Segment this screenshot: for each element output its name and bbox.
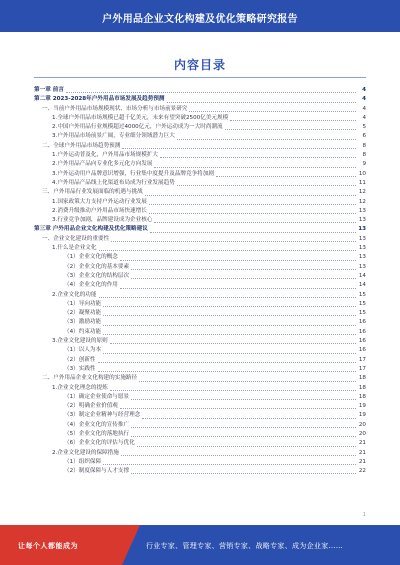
toc-entry[interactable]	[34, 430, 366, 439]
toc-entry[interactable]	[34, 114, 366, 123]
toc-entry[interactable]	[34, 374, 366, 383]
toc-entry-page: 4	[362, 114, 366, 121]
toc-entry[interactable]	[34, 458, 366, 467]
toc-entry[interactable]	[34, 337, 366, 346]
toc-entry[interactable]	[34, 272, 366, 281]
toc-entry[interactable]	[34, 86, 366, 95]
toc-entry-page: 14	[358, 282, 366, 289]
toc-entry-title: （1）组织保障	[64, 458, 102, 465]
toc-dot-leader	[103, 315, 356, 316]
toc-entry-title: （1）导向功能	[64, 300, 102, 307]
toc-entry-page: 4	[362, 105, 366, 112]
toc-entry-page: 14	[358, 272, 366, 279]
toc-entry-page: 20	[358, 430, 366, 437]
toc-entry-title: 3.户外运动用户品牌意识增强，行业集中度提升及品牌竞争将加剧	[52, 170, 214, 177]
toc-entry-page: 16	[358, 338, 366, 345]
toc-entry-title: 3.户外用品市场前景广阔，专业细分领域潜力巨大	[52, 133, 175, 140]
toc-entry-title: 第一章 前言	[34, 87, 64, 93]
toc-entry-page: 17	[358, 365, 366, 372]
toc-entry[interactable]	[34, 328, 366, 337]
toc-heading: 内容目录	[173, 58, 226, 72]
toc-entry-page: 13	[358, 254, 366, 261]
toc-entry-title: 2.户外用品产品向专业化多元化方向发展	[52, 161, 153, 168]
toc-dot-leader	[149, 204, 356, 205]
toc-entry[interactable]	[34, 235, 366, 244]
toc-entry-page: 19	[358, 412, 366, 419]
toc-entry[interactable]	[34, 281, 366, 290]
toc-entry[interactable]	[34, 198, 366, 207]
toc-entry[interactable]	[34, 244, 366, 253]
toc-dot-leader	[103, 353, 356, 354]
toc-entry-title: 1.什么是企业文化	[52, 245, 97, 252]
toc-entry-page: 10	[358, 170, 366, 177]
toc-entry-page: 17	[358, 356, 366, 363]
toc-entry[interactable]	[34, 132, 366, 141]
toc-dot-leader	[131, 436, 356, 437]
toc-entry[interactable]	[34, 318, 366, 327]
toc-dot-leader	[189, 111, 356, 112]
report-title: 户外用品企业文化构建及优化策略研究报告	[102, 14, 298, 25]
toc-entry[interactable]	[34, 123, 366, 132]
toc-entry-title: 第三章 户外用品企业文化构建及优化策略建议	[34, 226, 148, 233]
toc-dot-leader	[120, 260, 356, 261]
toc-dot-leader	[103, 306, 356, 307]
toc-dot-leader	[131, 399, 356, 400]
toc-dot-leader	[110, 343, 356, 344]
toc-entry[interactable]	[34, 142, 366, 151]
toc-dot-leader	[154, 167, 356, 168]
toc-entry-title: （2）明确企业价值观	[64, 403, 118, 410]
toc-entry-page: 12	[358, 198, 366, 205]
toc-entry-page: 13	[358, 217, 366, 224]
toc-entry-page: 16	[358, 347, 366, 354]
toc-dot-leader	[177, 139, 356, 140]
toc-entry[interactable]	[34, 393, 366, 402]
toc-dot-leader	[111, 241, 356, 242]
toc-dot-leader	[139, 381, 356, 382]
toc-entry[interactable]	[34, 179, 366, 188]
toc-entry[interactable]	[34, 449, 366, 458]
toc-entry[interactable]	[34, 346, 366, 355]
toc-dot-leader	[121, 455, 356, 456]
toc-entry-page: 8	[362, 152, 366, 159]
toc-dot-leader	[131, 473, 356, 474]
toc-entry-page: 15	[358, 310, 366, 317]
toc-dot-leader	[137, 446, 356, 447]
toc-entry-page: 13	[358, 235, 366, 242]
toc-entry-page: 13	[358, 245, 366, 252]
toc-entry-title: （1）以人为本	[64, 347, 102, 354]
toc-entry-title: （4）企业文化的作用	[64, 282, 118, 289]
toc-entry-page: 6	[362, 133, 366, 140]
toc-entry[interactable]	[34, 309, 366, 318]
toc-entry-title: 2.消费升级推动户外用品市场快速增长	[52, 207, 147, 214]
toc-dot-leader	[149, 213, 356, 214]
toc-dot-leader	[99, 250, 357, 251]
toc-dot-leader	[103, 325, 356, 326]
report-header-bar	[0, 0, 400, 32]
toc-entry[interactable]	[34, 356, 366, 365]
toc-dot-leader	[103, 464, 356, 465]
toc-entry-page: 12	[358, 189, 366, 196]
footer-slogan: 让每个人都能成为	[18, 542, 78, 550]
toc-entry-page: 16	[358, 319, 366, 326]
toc-entry-page: 18	[358, 375, 366, 382]
toc-entry-title: 3.企业文化建设的原则	[52, 338, 108, 345]
toc-entry-page: 18	[358, 384, 366, 391]
toc-entry-title: 第二章 2023-2028年户外用品市场发展及趋势预测	[34, 96, 165, 103]
toc-entry-page: 11	[358, 179, 366, 186]
toc-entry-page: 8	[362, 142, 366, 149]
toc-entry-title: 一、当前户外用品市场规模现状、市场分析与市场前景研究	[42, 105, 188, 112]
toc-dot-leader	[99, 297, 357, 298]
toc-entry-title: 二、户外用品企业文化构建的实施路径	[42, 375, 138, 382]
toc-entry-page: 9	[362, 161, 366, 168]
toc-entry-title: 2.企业文化建设的保障措施	[52, 449, 119, 456]
toc-entry-page: 22	[358, 468, 366, 475]
toc-entry-page: 21	[358, 440, 366, 447]
toc-dot-leader	[120, 288, 356, 289]
toc-entry-title: 二、全球户外用品市场趋势预测	[42, 142, 121, 149]
toc-entry[interactable]	[34, 402, 366, 411]
toc-entry-title: （1）企业文化的概念	[64, 254, 118, 261]
toc-heading-divider	[34, 77, 366, 78]
toc-entry-title: （5）企业文化的落地执行	[64, 430, 130, 437]
toc-entry-page: 21	[358, 458, 366, 465]
toc-entry-page: 19	[358, 403, 366, 410]
toc-entry[interactable]	[34, 225, 366, 234]
toc-entry[interactable]	[34, 263, 366, 272]
toc-entry-title: 2.企业文化的功能	[52, 291, 97, 298]
toc-entry[interactable]	[34, 151, 366, 160]
toc-dot-leader	[131, 269, 356, 270]
toc-entry-title: 一、企业文化建设的重要性	[42, 235, 110, 242]
footer-tagline: 行业专家、管理专家、营销专家、战略专家、成为企业家……	[146, 542, 344, 550]
toc-entry-page: 16	[358, 328, 366, 335]
toc-entry-title: 2.中国户外用品行业规模超过4000亿元，户外运动成为一大时尚潮流	[52, 124, 223, 131]
footer-banner	[0, 525, 400, 565]
toc-entry-page: 21	[358, 449, 366, 456]
toc-entry-title: （2）创新性	[64, 356, 96, 363]
toc-dot-leader	[142, 418, 356, 419]
toc-dot-leader	[98, 362, 356, 363]
toc-dot-leader	[122, 148, 356, 149]
toc-entry[interactable]	[34, 95, 366, 104]
toc-entry-page: 4	[362, 87, 366, 93]
toc-entry[interactable]	[34, 253, 366, 262]
toc-entry[interactable]	[34, 300, 366, 309]
page-number: 1	[362, 512, 366, 518]
toc-entry-title: （2）制度保障与人才支撑	[64, 468, 130, 475]
toc-entry-page: 20	[358, 421, 366, 428]
toc-entry-title: （3）企业文化的结构层次	[64, 272, 130, 279]
toc-entry[interactable]	[34, 105, 366, 114]
toc-dot-leader	[145, 195, 356, 196]
toc-entry-title: 4.户外用品产品线上化渠道布局成为行业发展趋势	[52, 179, 175, 186]
toc-entry-title: 1.全球户外用品市场规模已超千亿美元，未来有望突破2500亿美元规模	[52, 114, 229, 121]
toc-entry[interactable]	[34, 467, 366, 476]
toc-entry[interactable]	[34, 216, 366, 225]
toc-entry-title: （6）企业文化的评估与优化	[64, 440, 135, 447]
toc-dot-leader	[131, 278, 356, 279]
toc-dot-leader	[225, 129, 356, 130]
toc-dot-leader	[160, 157, 356, 158]
toc-entry-title: （1）确定企业使命与愿景	[64, 393, 130, 400]
toc-entry[interactable]	[34, 291, 366, 300]
toc-entry[interactable]	[34, 160, 366, 169]
toc-entry[interactable]	[34, 365, 366, 374]
toc-entry[interactable]	[34, 207, 366, 216]
toc-entry-title: （3）制定企业精神与经营理念	[64, 412, 141, 419]
toc-entry-title: 三、户外用品行业发展面临的机遇与挑战	[42, 189, 143, 196]
toc-entry-title: （4）企业文化的宣传推广	[64, 421, 130, 428]
toc-entry-title: 1.企业文化理念的提炼	[52, 384, 108, 391]
toc-dot-leader	[167, 102, 356, 103]
toc-entry[interactable]	[34, 411, 366, 420]
toc-entry-title: 1.国家政策大力支持户外运动行业发展	[52, 198, 147, 205]
toc-entry[interactable]	[34, 421, 366, 430]
toc-entry-title: 3.行业竞争加剧，品牌建设成为企业核心	[52, 217, 153, 224]
toc-entry[interactable]	[34, 188, 366, 197]
toc-entry-page: 13	[358, 226, 366, 233]
toc-dot-leader	[66, 92, 356, 93]
toc-entry-page: 13	[358, 263, 366, 270]
toc-entry-page: 5	[362, 124, 366, 131]
toc-dot-leader	[103, 334, 356, 335]
toc-entry-page: 15	[358, 291, 366, 298]
toc-dot-leader	[177, 185, 356, 186]
toc-dot-leader	[110, 390, 356, 391]
toc-dot-leader	[150, 232, 356, 233]
toc-entry-page: 4	[362, 96, 366, 103]
toc-entry-page: 15	[358, 300, 366, 307]
toc-dot-leader	[131, 427, 356, 428]
table-of-contents	[34, 86, 366, 476]
toc-entry-title: （4）约束功能	[64, 328, 102, 335]
toc-entry[interactable]	[34, 439, 366, 448]
toc-entry-title: 1.户外运动普及化，户外用品市场规模扩大	[52, 152, 159, 159]
toc-entry-page: 13	[358, 207, 366, 214]
toc-entry-title: （2）企业文化的基本要素	[64, 263, 130, 270]
toc-dot-leader	[230, 120, 356, 121]
toc-dot-leader	[216, 176, 356, 177]
toc-entry[interactable]	[34, 384, 366, 393]
toc-entry[interactable]	[34, 170, 366, 179]
toc-dot-leader	[98, 371, 356, 372]
toc-entry-title: （3）激励功能	[64, 319, 102, 326]
toc-entry-title: （2）凝聚功能	[64, 310, 102, 317]
toc-dot-leader	[120, 408, 356, 409]
toc-entry-page: 18	[358, 393, 366, 400]
toc-dot-leader	[154, 222, 356, 223]
toc-entry-title: （3）实践性	[64, 365, 96, 372]
